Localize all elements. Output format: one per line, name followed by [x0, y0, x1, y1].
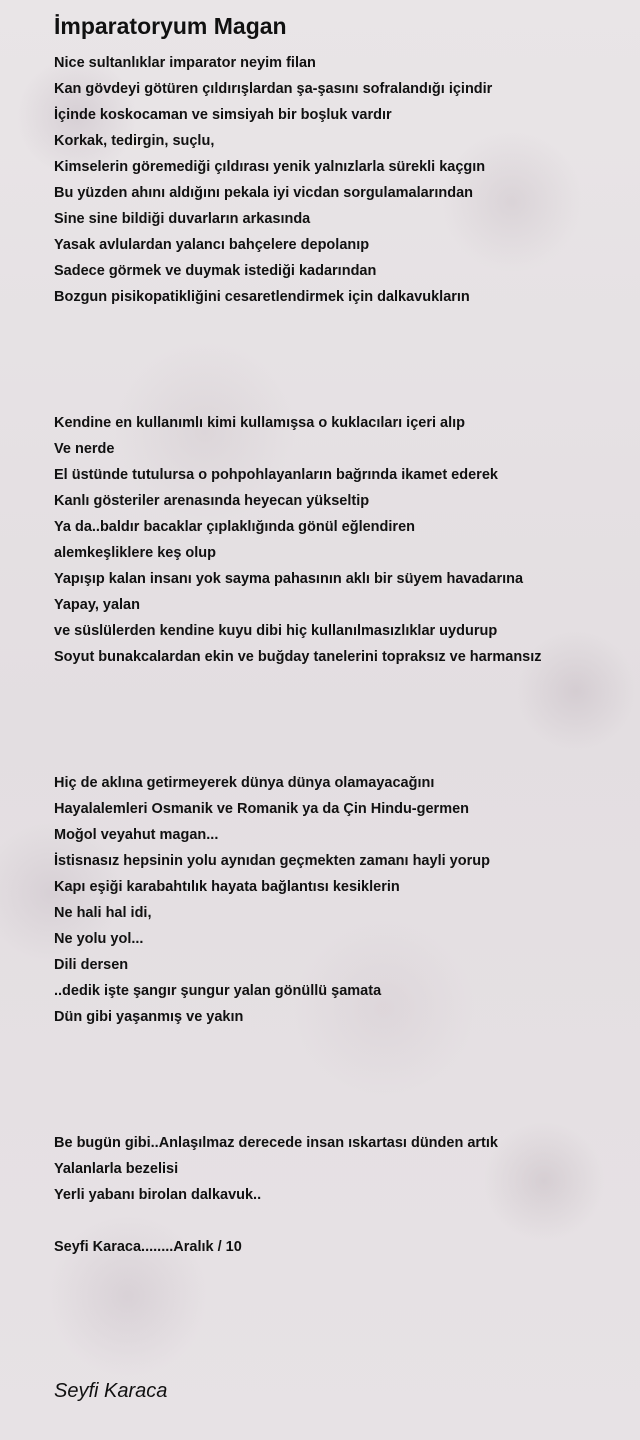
poem-line: ve süslülerden kendine kuyu dibi hiç kullanılmasızlıklar uydurup	[54, 623, 498, 639]
stanza-4	[54, 1130, 498, 1208]
poem-line: Hiç de aklına getirmeyerek dünya dünya olamayacağını	[54, 775, 435, 791]
poem-title: İmparatoryum Magan	[54, 13, 287, 39]
poem-line: Kapı eşiği karabahtılık hayata bağlantısı kesiklerin	[54, 879, 400, 895]
stanza-1	[54, 50, 492, 310]
poem-line: Be bugün gibi..Anlaşılmaz derecede insan ıskartası dünden artık	[54, 1135, 498, 1151]
author-name: Seyfi Karaca	[54, 1380, 168, 1402]
stanza-3	[54, 770, 490, 1030]
poem-line: El üstünde tutulursa o pohpohlayanların bağrında ikamet ederek	[54, 467, 498, 483]
poem-line: Ya da..baldır bacaklar çıplaklığında gönül eğlendiren	[54, 519, 415, 535]
poem-line: Kimselerin göremediği çıldırası yenik yalnızlarla sürekli kaçgın	[54, 159, 486, 175]
poem-line: Moğol veyahut magan...	[54, 827, 219, 843]
poem-line: Korkak, tedirgin, suçlu,	[54, 133, 215, 149]
poem-signature: Seyfi Karaca........Aralık / 10	[54, 1239, 242, 1255]
poem-line: Kanlı gösteriler arenasında heyecan yükseltip	[54, 493, 370, 509]
poem-line: İçinde koskocaman ve simsiyah bir boşluk vardır	[54, 107, 392, 123]
stanza-2	[54, 410, 542, 670]
poem-line: Yapışıp kalan insanı yok sayma pahasının aklı bir süyem havadarına	[54, 571, 524, 587]
poem-line: Bozgun pisikopatikliğini cesaretlendirmek için dalkavukların	[54, 289, 470, 305]
poem-line: İstisnasız hepsinin yolu aynıdan geçmekten zamanı hayli yorup	[54, 853, 490, 869]
poem-line: Ne hali hal idi,	[54, 905, 152, 921]
poem-line: Sine sine bildiği duvarların arkasında	[54, 211, 311, 227]
poem-line: Ve nerde	[54, 441, 115, 457]
poem-line: Nice sultanlıklar imparator neyim filan	[54, 55, 316, 71]
poem-line: alemkeşliklere keş olup	[54, 545, 217, 561]
poem-line: Ne yolu yol...	[54, 931, 144, 947]
poem-line: Kan gövdeyi götüren çıldırışlardan şa-şasını sofralandığı içindir	[54, 81, 493, 97]
poem-line: Dili dersen	[54, 957, 129, 973]
poem-line: Hayalalemleri Osmanik ve Romanik ya da Çin Hindu-germen	[54, 801, 470, 817]
poem-line: Bu yüzden ahını aldığını pekala iyi vicdan sorgulamalarından	[54, 185, 473, 201]
poem-line: ..dedik işte şangır şungur yalan gönüllü şamata	[54, 983, 382, 999]
poem-line: Soyut bunakcalardan ekin ve buğday tanelerini topraksız ve harmansız	[54, 649, 542, 665]
poem-line: Kendine en kullanımlı kimi kullamışsa o kuklacıları içeri alıp	[54, 415, 465, 431]
poem-line: Yerli yabanı birolan dalkavuk..	[54, 1187, 262, 1203]
poem-line: Yapay, yalan	[54, 597, 140, 613]
poem-line: Sadece görmek ve duymak istediği kadarından	[54, 263, 377, 279]
poem-line: Yalanlarla bezelisi	[54, 1161, 179, 1177]
poem-line: Dün gibi yaşanmış ve yakın	[54, 1009, 244, 1025]
poem-line: Yasak avlulardan yalancı bahçelere depolanıp	[54, 237, 370, 253]
